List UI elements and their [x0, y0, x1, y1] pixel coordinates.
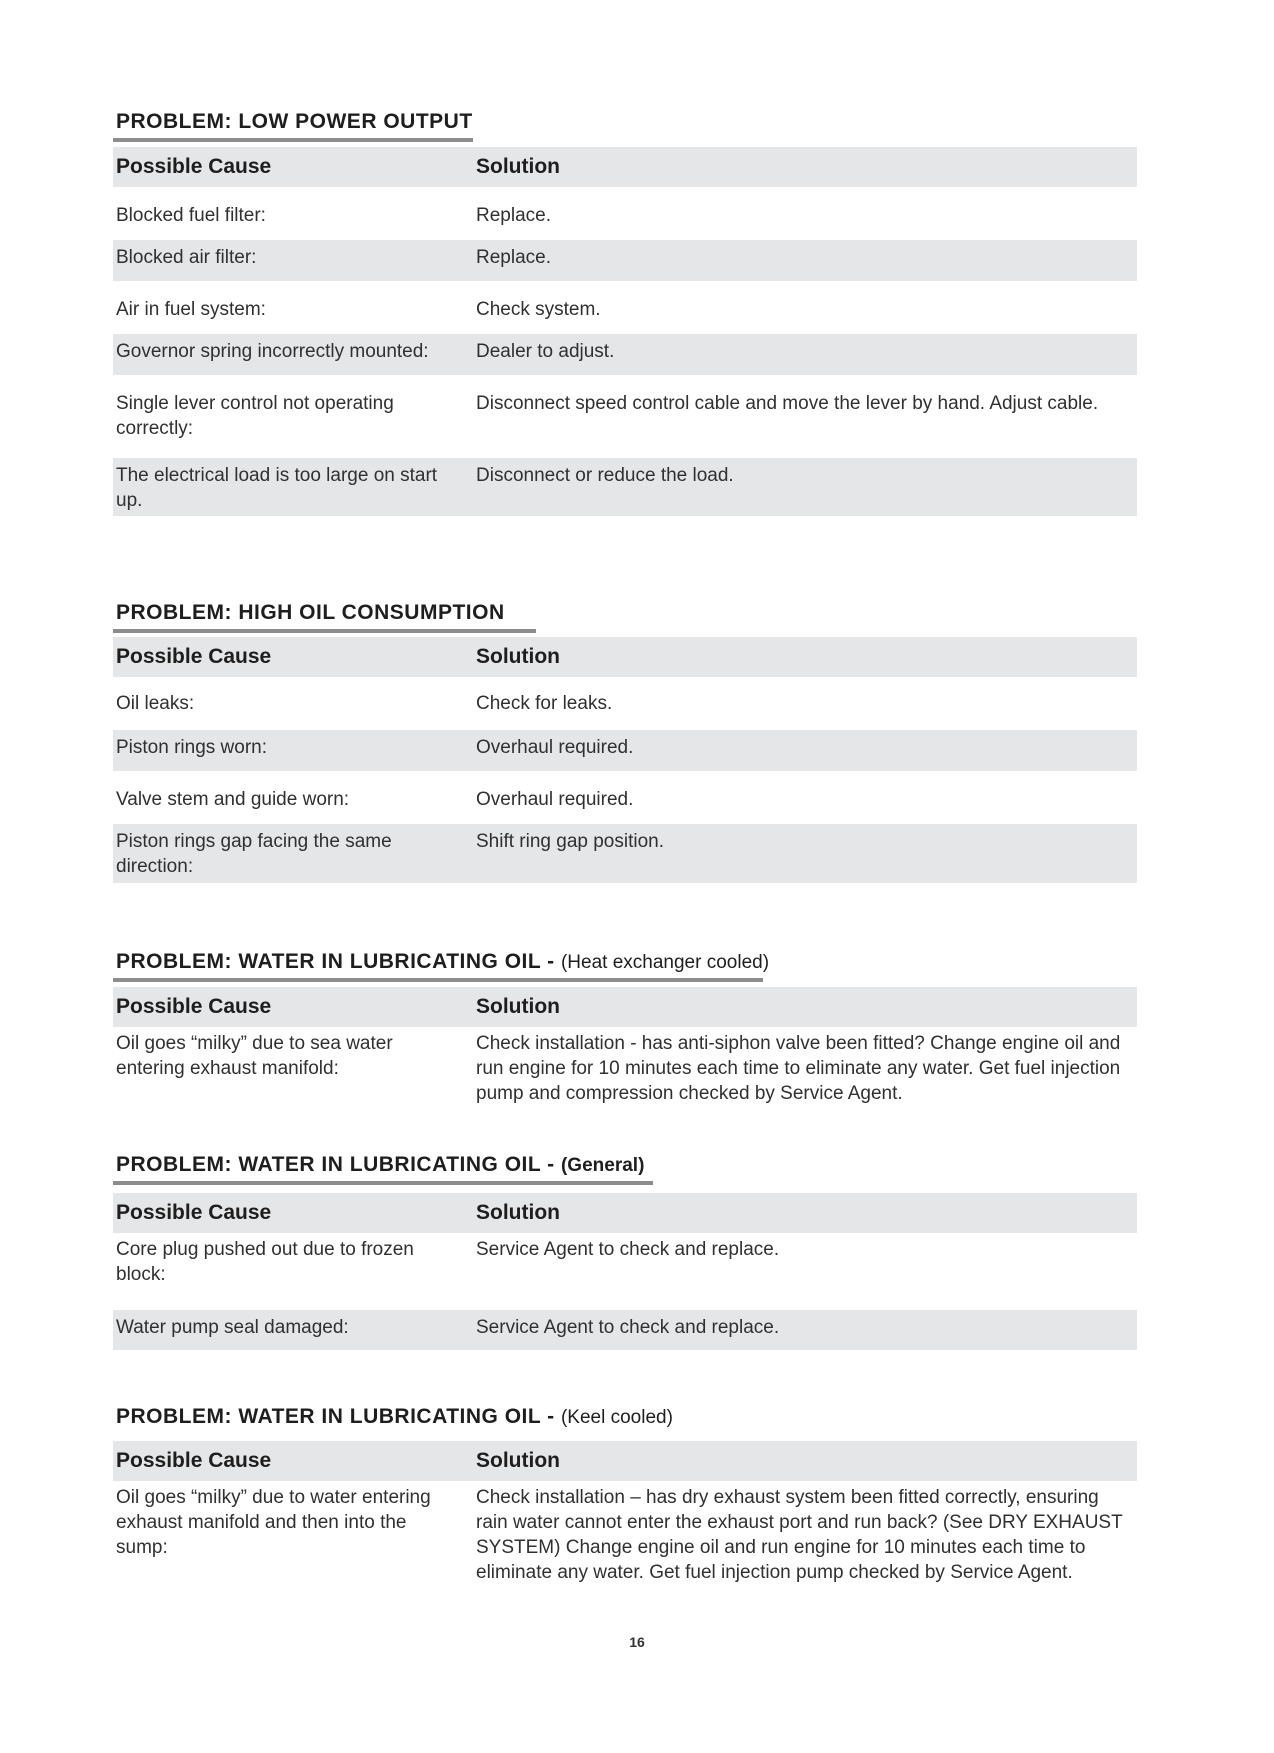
solution-cell: Replace. — [476, 205, 551, 226]
section-heading — [113, 1405, 675, 1437]
column-header-solution: Solution — [476, 995, 560, 1018]
table-row — [113, 240, 1137, 281]
heading-note: (Keel cooled) — [560, 1407, 673, 1428]
solution-cell: Overhaul required. — [476, 789, 634, 810]
section-heading — [113, 1153, 653, 1185]
troubleshooting-table — [113, 637, 1137, 883]
table-header-row — [113, 1193, 1137, 1233]
heading-note: (General) — [560, 1155, 645, 1176]
heading-title: PROBLEM: WATER IN LUBRICATING OIL - — [116, 1153, 555, 1176]
table-row — [113, 677, 1137, 730]
section-water-in-oil-general — [113, 1153, 1137, 1350]
solution-cell: Check for leaks. — [476, 693, 613, 714]
heading-note: (Heat exchanger cooled) — [560, 952, 770, 973]
table-header-row — [113, 147, 1137, 187]
cause-cell: Governor spring incorrectly mounted: — [116, 341, 429, 362]
table-row — [113, 458, 1137, 516]
table-row — [113, 281, 1137, 334]
section-water-in-oil-keel-cooled — [113, 1405, 1137, 1589]
solution-cell: Check installation – has dry exhaust system been fitted correctly, ensuring rain water cannot enter the exhaust port and run back? (See DRY EXHAUST SYSTEM) Change engine oil and run engine for 10 minutes each time to eliminate any water. Get fuel injection pump checked by Service Agent. — [476, 1487, 1123, 1583]
page-number: 16 — [629, 1634, 645, 1650]
table-row — [113, 187, 1137, 240]
cause-cell: Oil goes “milky” due to sea water entering exhaust manifold: — [116, 1033, 393, 1079]
table-row — [113, 1233, 1137, 1310]
heading-title: PROBLEM: HIGH OIL CONSUMPTION — [116, 601, 505, 624]
column-header-solution: Solution — [476, 155, 560, 178]
cause-cell: Air in fuel system: — [116, 299, 266, 320]
solution-cell: Overhaul required. — [476, 737, 634, 758]
section-water-in-oil-heat-exchanger — [113, 950, 1137, 1110]
cause-cell: Oil leaks: — [116, 693, 195, 714]
column-header-solution: Solution — [476, 645, 560, 668]
solution-cell: Check installation - has anti-siphon valve been fitted? Change engine oil and run engine for 10 minutes each time to eliminate any water. Get fuel injection pump and compression checked by Service Agent. — [476, 1033, 1121, 1104]
heading-title: PROBLEM: WATER IN LUBRICATING OIL - — [116, 1405, 555, 1428]
troubleshooting-table — [113, 1441, 1137, 1589]
solution-cell: Replace. — [476, 247, 551, 268]
section-heading — [113, 601, 536, 633]
cause-cell: The electrical load is too large on start up. — [116, 465, 438, 511]
section-high-oil-consumption — [113, 601, 1137, 883]
column-header-cause: Possible Cause — [116, 1449, 272, 1472]
troubleshooting-table — [113, 1193, 1137, 1350]
column-header-solution: Solution — [476, 1201, 560, 1224]
solution-cell: Check system. — [476, 299, 601, 320]
table-header-row — [113, 1441, 1137, 1481]
solution-cell: Dealer to adjust. — [476, 341, 615, 362]
solution-cell: Disconnect speed control cable and move the lever by hand. Adjust cable. — [476, 393, 1099, 414]
column-header-cause: Possible Cause — [116, 155, 272, 178]
table-row — [113, 375, 1137, 458]
troubleshooting-table — [113, 147, 1137, 516]
table-row — [113, 1310, 1137, 1350]
section-low-power-output — [113, 110, 1137, 516]
cause-cell: Blocked fuel filter: — [116, 205, 266, 226]
table-row — [113, 824, 1137, 883]
cause-cell: Valve stem and guide worn: — [116, 789, 350, 810]
solution-cell: Disconnect or reduce the load. — [476, 465, 734, 486]
section-heading — [113, 950, 770, 982]
troubleshooting-table — [113, 987, 1137, 1110]
cause-cell: Piston rings worn: — [116, 737, 268, 758]
table-row — [113, 771, 1137, 824]
solution-cell: Service Agent to check and replace. — [476, 1317, 780, 1338]
heading-title: PROBLEM: WATER IN LUBRICATING OIL - — [116, 950, 555, 973]
table-row — [113, 334, 1137, 375]
cause-cell: Blocked air filter: — [116, 247, 257, 268]
table-header-row — [113, 637, 1137, 677]
cause-cell: Oil goes “milky” due to water entering exhaust manifold and then into the sump: — [116, 1487, 431, 1558]
column-header-cause: Possible Cause — [116, 1201, 272, 1224]
cause-cell: Water pump seal damaged: — [116, 1317, 349, 1338]
table-row — [113, 730, 1137, 771]
cause-cell: Core plug pushed out due to frozen block: — [116, 1239, 414, 1285]
column-header-cause: Possible Cause — [116, 645, 272, 668]
solution-cell: Shift ring gap position. — [476, 831, 665, 852]
cause-cell: Single lever control not operating correctly: — [116, 393, 394, 439]
section-heading — [113, 110, 473, 142]
heading-title: PROBLEM: LOW POWER OUTPUT — [116, 110, 473, 133]
table-header-row — [113, 987, 1137, 1027]
table-row — [113, 1481, 1137, 1589]
solution-cell: Service Agent to check and replace. — [476, 1239, 780, 1260]
column-header-cause: Possible Cause — [116, 995, 272, 1018]
cause-cell: Piston rings gap facing the same direction: — [116, 831, 392, 877]
table-row — [113, 1027, 1137, 1110]
column-header-solution: Solution — [476, 1449, 560, 1472]
